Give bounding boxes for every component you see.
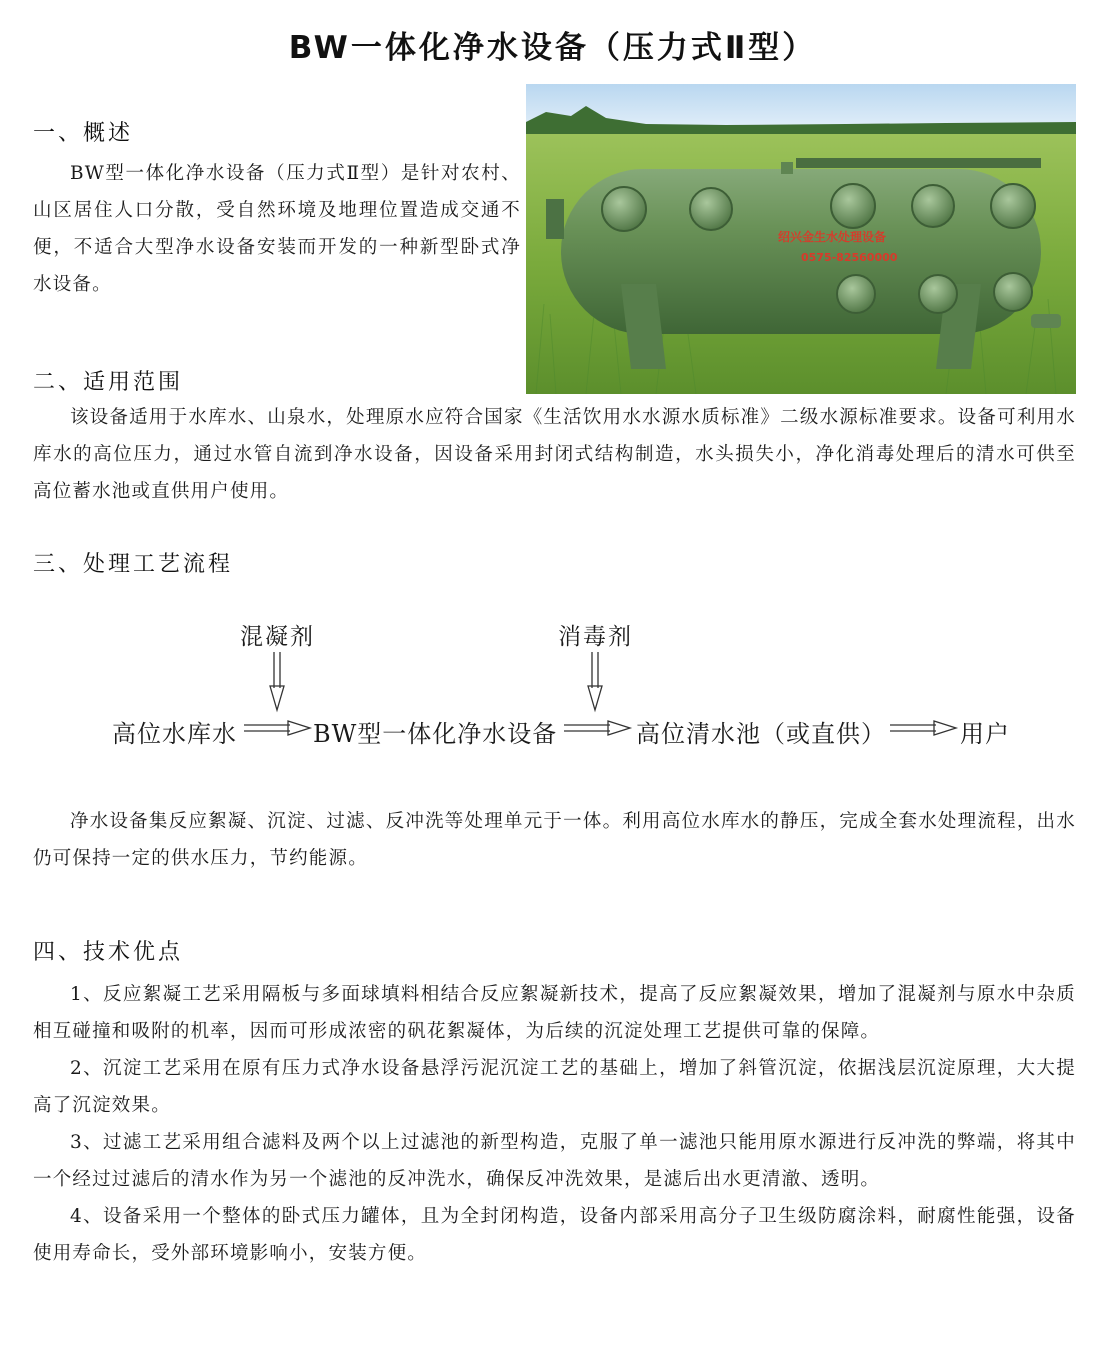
flow-step-clear-water-tank: 高位清水池（或直供） [636, 720, 886, 748]
section-heading-overview: 一、概述 [33, 121, 134, 146]
advantages-list [33, 976, 1076, 1272]
right-arrow-3-icon [890, 721, 956, 735]
disinfectant-label: 消毒剂 [558, 624, 633, 650]
overview-text: BW型一体化净水设备（压力式Ⅱ型）是针对农村、山区居住人口分散，受自然环境及地理位置造成交通不便，不适合大型净水设备安装而开发的一种新型卧式净水设备。 [33, 163, 521, 295]
flow-step-user: 用户 [960, 720, 1010, 748]
section-heading-advantages: 四、技术优点 [33, 940, 184, 965]
coagulant-label: 混凝剂 [240, 624, 315, 650]
scope-paragraph [33, 399, 1076, 510]
process-text: 净水设备集反应絮凝、沉淀、过滤、反冲洗等处理单元于一体。利用高位水库水的静压，完成全套水处理流程，出水仍可保持一定的供水压力，节约能源。 [33, 811, 1076, 869]
brand-phone-label: 0575-82560000 [801, 251, 898, 264]
down-arrow-disinfectant-icon [588, 652, 602, 710]
flow-step-equipment: BW型一体化净水设备 [313, 720, 558, 748]
product-photo [526, 84, 1076, 394]
section-heading-scope: 二、适用范围 [33, 370, 184, 395]
brand-name-label: 绍兴金生水处理设备 [778, 230, 887, 244]
advantage-item: 4、设备采用一个整体的卧式压力罐体，且为全封闭构造，设备内部采用高分子卫生级防腐涂料，耐腐性能强，设备使用寿命长，受外部环境影响小，安装方便。 [33, 1206, 1076, 1264]
tank-image [526, 84, 1076, 394]
flow-step-reservoir: 高位水库水 [112, 720, 237, 748]
process-flow-diagram [0, 610, 1105, 760]
process-paragraph [33, 803, 1076, 877]
advantage-item: 2、沉淀工艺采用在原有压力式净水设备悬浮污泥沉淀工艺的基础上，增加了斜管沉淀，依据浅层沉淀原理，大大提高了沉淀效果。 [33, 1058, 1076, 1116]
advantage-item: 3、过滤工艺采用组合滤料及两个以上过滤池的新型构造，克服了单一滤池只能用原水源进行反冲洗的弊端，将其中一个经过过滤后的清水作为另一个滤池的反冲洗水，确保反冲洗效果，是滤后出水更清澈、透明。 [33, 1132, 1076, 1190]
right-arrow-2-icon [564, 721, 630, 735]
advantage-item: 1、反应絮凝工艺采用隔板与多面球填料相结合反应絮凝新技术，提高了反应絮凝效果，增加了混凝剂与原水中杂质相互碰撞和吸附的机率，因而可形成浓密的矾花絮凝体，为后续的沉淀处理工艺提供可靠的保障。 [33, 984, 1076, 1042]
section-heading-process: 三、处理工艺流程 [33, 552, 234, 577]
page-title: BW一体化净水设备（压力式Ⅱ型） [288, 30, 817, 66]
down-arrow-coagulant-icon [270, 652, 284, 710]
scope-text: 该设备适用于水库水、山泉水，处理原水应符合国家《生活饮用水水源水质标准》二级水源标准要求。设备可利用水库水的高位压力，通过水管自流到净水设备，因设备采用封闭式结构制造，水头损失小，净化消毒处理后的清水可供至高位蓄水池或直供用户使用。 [33, 407, 1076, 502]
right-arrow-1-icon [244, 721, 310, 735]
overview-paragraph [33, 155, 521, 303]
